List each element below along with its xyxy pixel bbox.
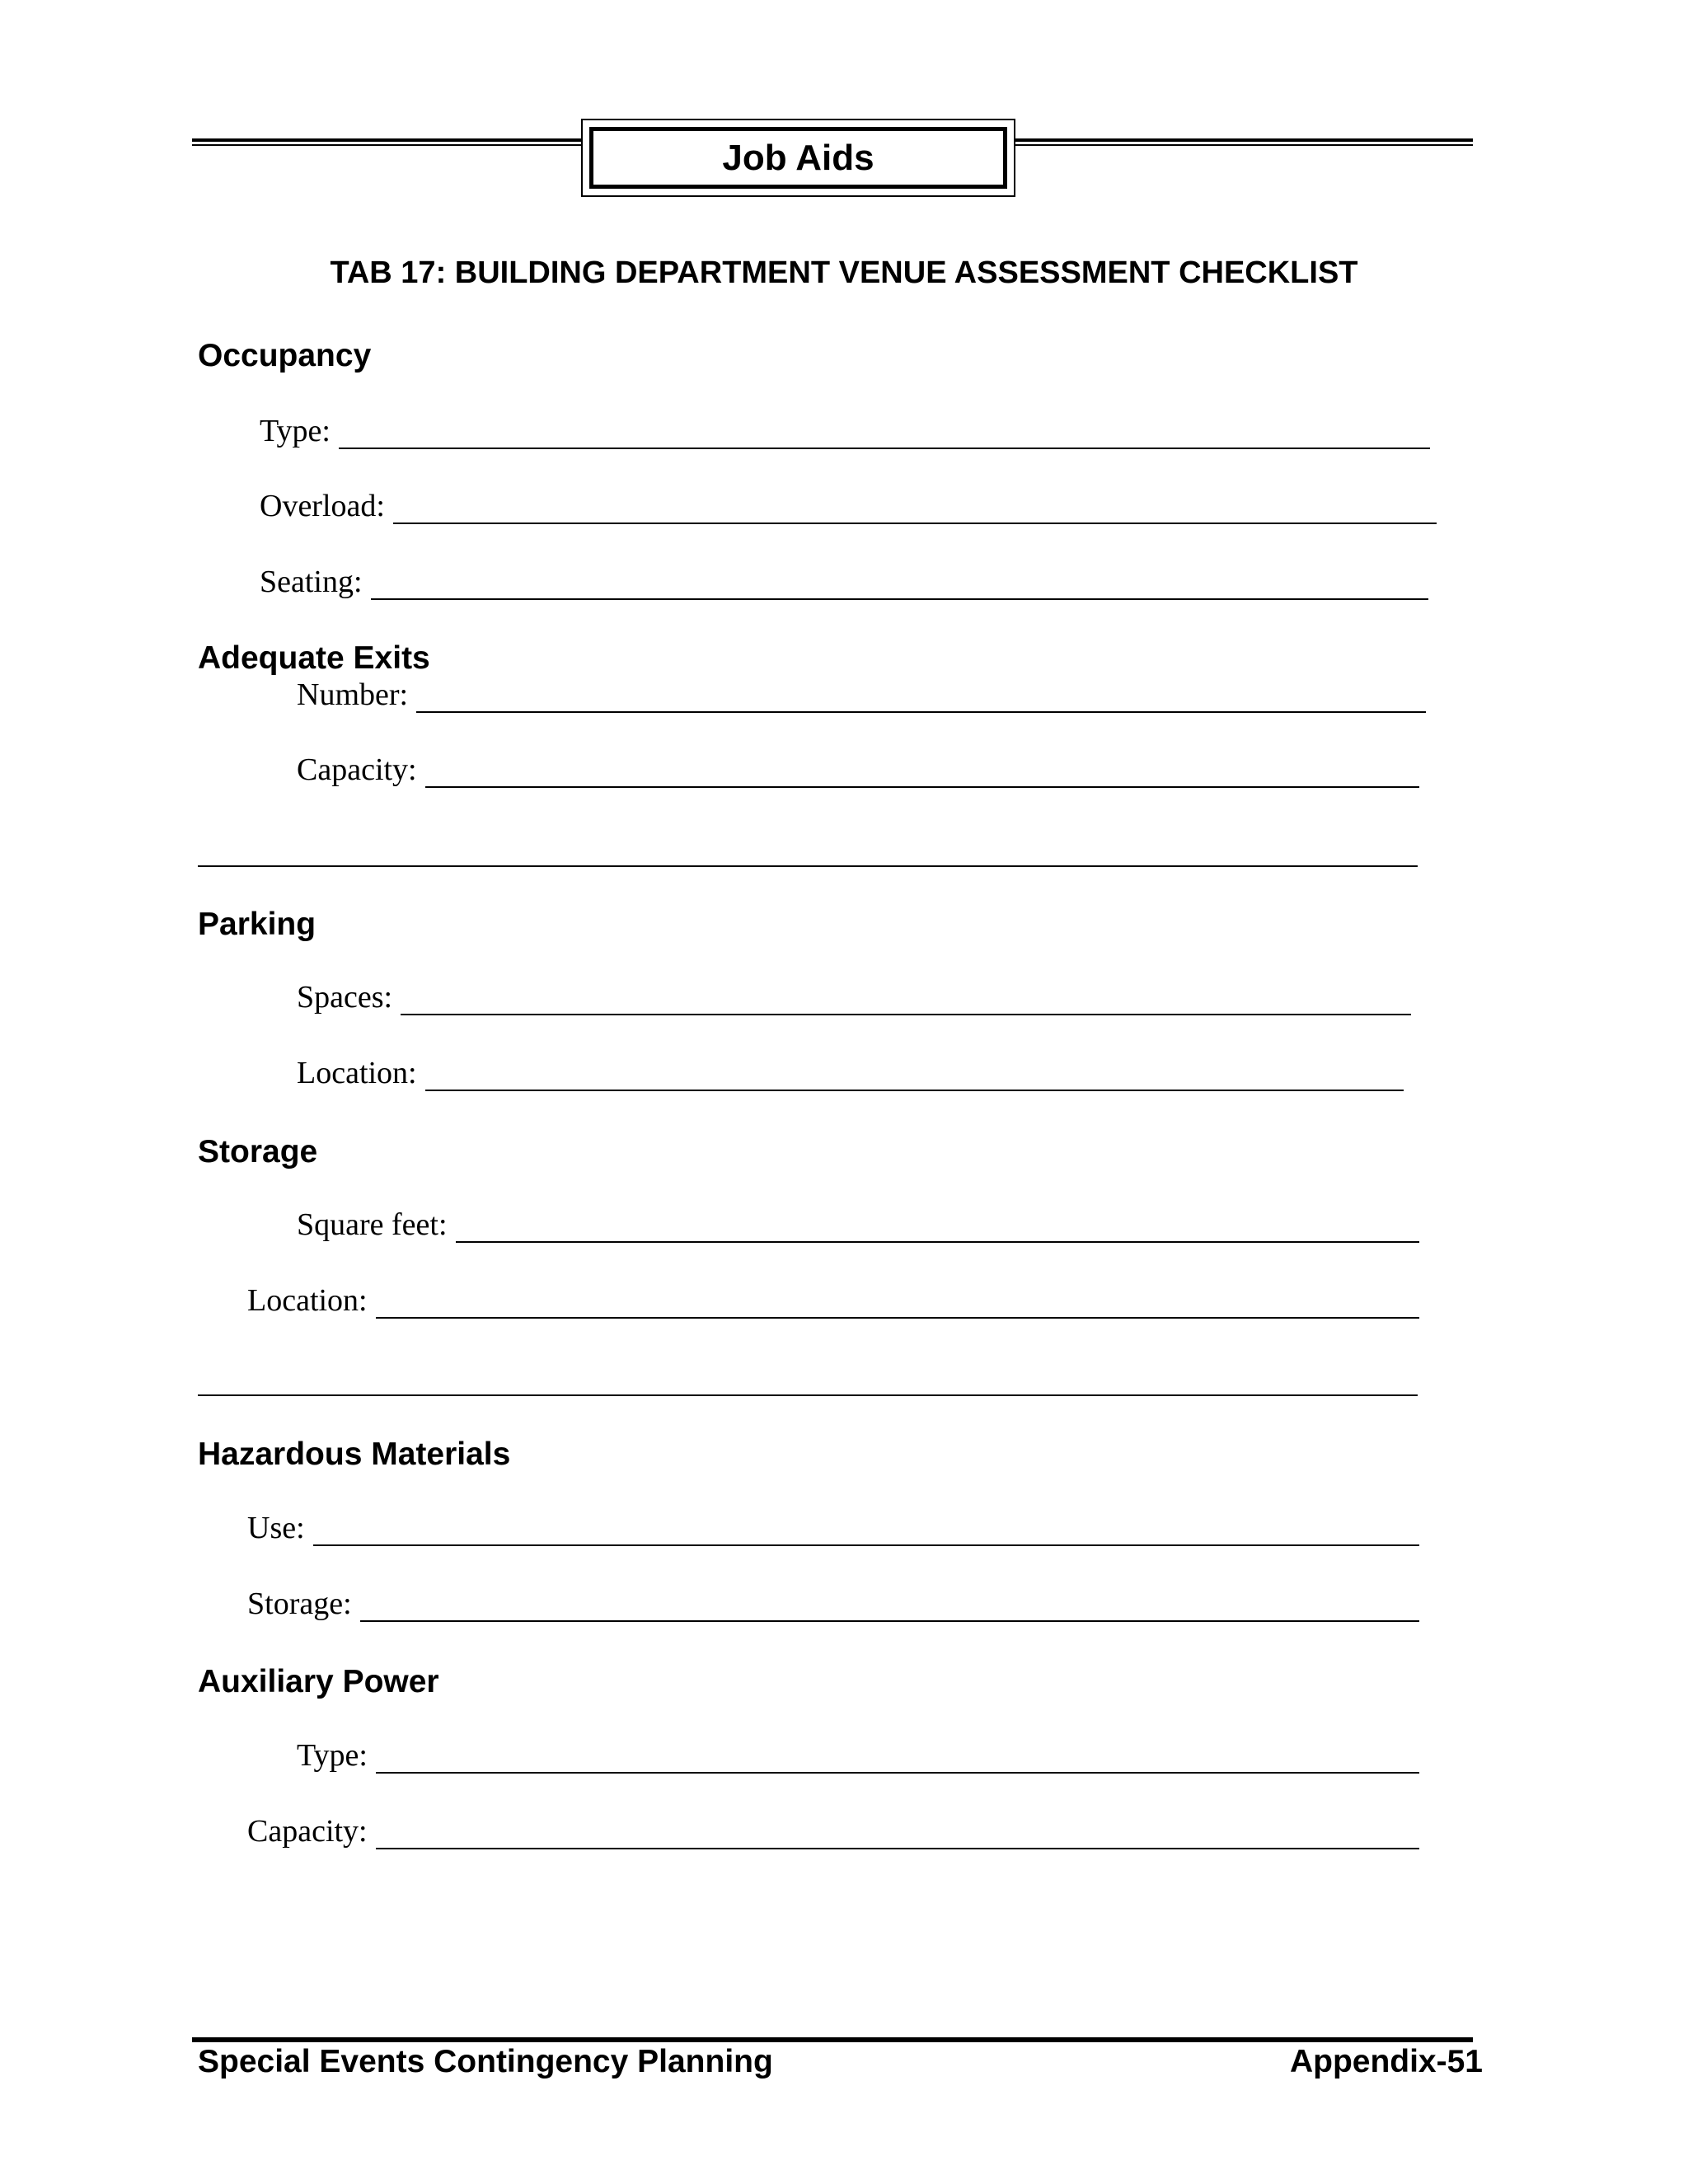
occupancy-overload-label: Overload: [260, 489, 385, 523]
hazmat-use-label: Use: [247, 1511, 305, 1545]
exits-capacity-label: Capacity: [297, 752, 417, 787]
hazmat-storage-line[interactable] [360, 1587, 1419, 1622]
parking-location-line[interactable] [425, 1057, 1404, 1091]
hazmat-storage-label: Storage: [247, 1586, 352, 1621]
power-type-line[interactable] [376, 1739, 1419, 1774]
section-heading-hazmat: Hazardous Materials [198, 1436, 511, 1472]
footer-rule [192, 2037, 1473, 2042]
footer-document-title: Special Events Contingency Planning [198, 2044, 773, 2079]
occupancy-seating-label: Seating: [260, 565, 363, 599]
exits-number-label: Number: [297, 677, 409, 712]
occupancy-overload-line[interactable] [393, 490, 1437, 524]
occupancy-seating-field[interactable] [260, 559, 1428, 600]
footer-page-number: Appendix-51 [1289, 2044, 1483, 2079]
parking-spaces-line[interactable] [401, 981, 1411, 1015]
storage-square-feet-field[interactable] [297, 1202, 1419, 1243]
section-heading-parking: Parking [198, 907, 316, 942]
hazmat-use-field[interactable] [247, 1505, 1419, 1546]
storage-location-field[interactable] [247, 1277, 1419, 1319]
storage-square-feet-line[interactable] [456, 1208, 1419, 1243]
header-rule-left [192, 138, 581, 146]
storage-blank-line[interactable] [198, 1394, 1418, 1396]
section-heading-power: Auxiliary Power [198, 1664, 439, 1699]
exits-blank-line[interactable] [198, 865, 1418, 867]
occupancy-type-line[interactable] [339, 415, 1430, 449]
storage-location-line[interactable] [376, 1284, 1419, 1319]
job-aids-badge [581, 119, 1015, 197]
exits-capacity-field[interactable] [297, 747, 1419, 788]
page-title: TAB 17: BUILDING DEPARTMENT VENUE ASSESSMENT CHECKLIST [330, 255, 1358, 290]
occupancy-seating-line[interactable] [371, 565, 1428, 600]
power-capacity-field[interactable] [247, 1808, 1419, 1849]
parking-location-label: Location: [297, 1056, 417, 1090]
occupancy-type-label: Type: [260, 414, 331, 448]
storage-location-label: Location: [247, 1283, 368, 1318]
storage-square-feet-label: Square feet: [297, 1207, 448, 1242]
power-type-label: Type: [297, 1738, 368, 1773]
parking-location-field[interactable] [297, 1050, 1404, 1091]
exits-capacity-line[interactable] [425, 753, 1419, 788]
exits-number-line[interactable] [416, 678, 1426, 713]
parking-spaces-field[interactable] [297, 974, 1411, 1015]
section-heading-storage: Storage [198, 1134, 318, 1169]
power-type-field[interactable] [297, 1732, 1419, 1774]
power-capacity-line[interactable] [376, 1815, 1419, 1849]
occupancy-overload-field[interactable] [260, 483, 1437, 524]
hazmat-storage-field[interactable] [247, 1581, 1419, 1622]
exits-number-field[interactable] [297, 672, 1426, 713]
occupancy-type-field[interactable] [260, 408, 1430, 449]
hazmat-use-line[interactable] [313, 1511, 1419, 1546]
header-rule-right [1015, 138, 1473, 146]
section-heading-occupancy: Occupancy [198, 338, 372, 373]
power-capacity-label: Capacity: [247, 1814, 368, 1849]
section-heading-exits: Adequate Exits [198, 640, 430, 676]
parking-spaces-label: Spaces: [297, 980, 393, 1015]
job-aids-label: Job Aids [589, 127, 1007, 189]
